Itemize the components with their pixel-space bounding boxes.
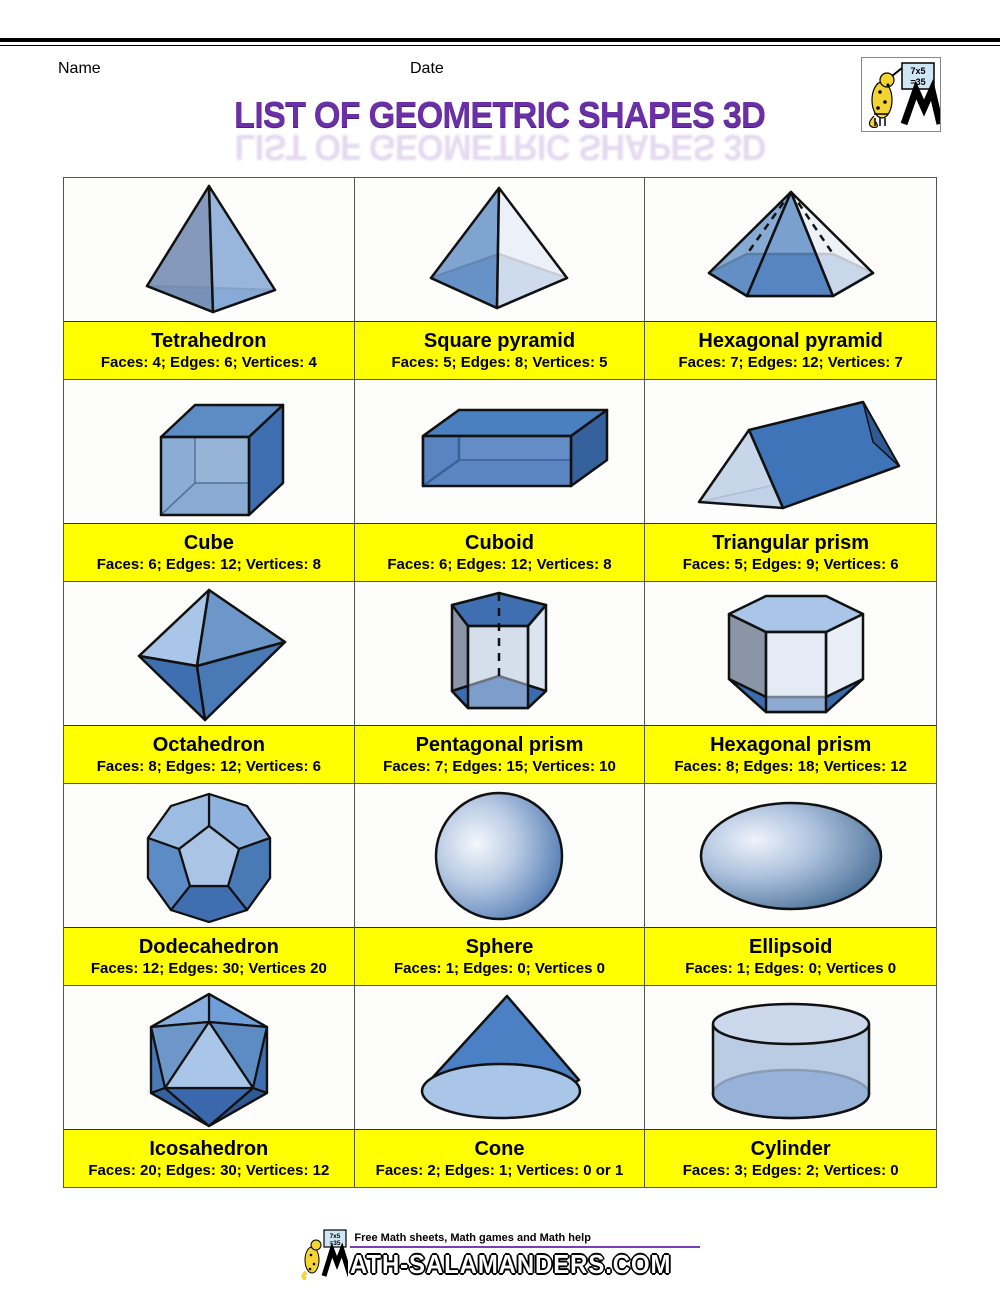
cell-cuboid <box>355 380 646 582</box>
footer-divider <box>350 1246 699 1248</box>
label-band <box>645 523 936 581</box>
cuboid-graphic <box>355 380 645 523</box>
label-band <box>64 927 354 985</box>
shape-facts: Faces: 2; Edges: 1; Vertices: 0 or 1 <box>375 1161 624 1179</box>
shape-facts: Faces: 8; Edges: 18; Vertices: 12 <box>674 757 907 775</box>
shape-name: Cone <box>474 1137 525 1160</box>
cell-icosahedron <box>64 986 355 1187</box>
icosahedron-graphic <box>64 986 354 1129</box>
cell-octahedron <box>64 582 355 784</box>
dodecahedron-graphic <box>64 784 354 927</box>
footer-site-text: ATH-SALAMANDERS.COM <box>350 1249 672 1279</box>
cell-square-pyramid <box>355 178 646 380</box>
label-band <box>645 725 936 783</box>
top-border-thin <box>0 45 1000 46</box>
shape-name: Dodecahedron <box>138 935 279 958</box>
page-title-reflection: LIST OF GEOMETRIC SHAPES 3D <box>234 127 766 168</box>
cylinder-graphic <box>645 986 936 1129</box>
label-band <box>64 1129 354 1187</box>
pentagonal-prism-graphic <box>355 582 645 725</box>
shape-name: Cuboid <box>465 531 534 554</box>
logo-board-line1: 7x5 <box>910 66 926 76</box>
footer-tagline: Free Math sheets, Math games and Math help <box>354 1232 591 1244</box>
date-field-label: Date <box>410 60 444 77</box>
cell-cube <box>64 380 355 582</box>
shape-name: Tetrahedron <box>151 329 267 352</box>
cell-sphere <box>355 784 646 986</box>
shapes-table <box>63 177 937 1188</box>
label-band <box>355 321 645 379</box>
cell-tetrahedron <box>64 178 355 380</box>
label-band <box>64 321 354 379</box>
svg-text:=35: =35 <box>329 1240 341 1247</box>
title-block <box>0 94 1000 168</box>
label-band <box>645 321 936 379</box>
svg-text:7x5: 7x5 <box>329 1233 341 1240</box>
shape-facts: Faces: 5; Edges: 8; Vertices: 5 <box>391 353 608 371</box>
shape-facts: Faces: 6; Edges: 12; Vertices: 8 <box>387 555 612 573</box>
label-band <box>645 927 936 985</box>
shape-name: Ellipsoid <box>748 935 833 958</box>
cell-hexagonal-pyramid <box>645 178 936 380</box>
footer-salamander-icon <box>300 1228 348 1280</box>
shape-facts: Faces: 7; Edges: 15; Vertices: 10 <box>383 757 616 775</box>
shape-facts: Faces: 6; Edges: 12; Vertices: 8 <box>96 555 321 573</box>
cell-cone <box>355 986 646 1187</box>
tetrahedron-graphic <box>64 178 354 321</box>
shape-facts: Faces: 8; Edges: 12; Vertices: 6 <box>96 757 321 775</box>
hexagonal-pyramid-graphic <box>645 178 936 321</box>
shape-facts: Faces: 12; Edges: 30; Vertices 20 <box>90 959 327 977</box>
cone-graphic <box>355 986 645 1129</box>
shape-facts: Faces: 5; Edges: 9; Vertices: 6 <box>682 555 899 573</box>
label-band <box>355 927 645 985</box>
square-pyramid-graphic <box>355 178 645 321</box>
cell-cylinder <box>645 986 936 1187</box>
label-band <box>64 725 354 783</box>
octahedron-graphic <box>64 582 354 725</box>
shape-name: Sphere <box>465 935 534 958</box>
shape-facts: Faces: 20; Edges: 30; Vertices: 12 <box>88 1161 330 1179</box>
shape-name: Cube <box>183 531 234 554</box>
name-field-label: Name <box>58 60 101 77</box>
shape-name: Square pyramid <box>423 329 576 352</box>
cell-ellipsoid <box>645 784 936 986</box>
footer <box>0 1228 1000 1280</box>
cell-triangular-prism <box>645 380 936 582</box>
shape-facts: Faces: 7; Edges: 12; Vertices: 7 <box>678 353 903 371</box>
shape-name: Cylinder <box>750 1137 831 1160</box>
cell-dodecahedron <box>64 784 355 986</box>
shape-name: Hexagonal prism <box>710 733 872 756</box>
hexagonal-prism-graphic <box>645 582 936 725</box>
label-band <box>355 725 645 783</box>
shape-name: Triangular prism <box>712 531 870 554</box>
page-title: LIST OF GEOMETRIC SHAPES 3D <box>234 94 766 135</box>
cell-pentagonal-prism <box>355 582 646 784</box>
logo-board-line2: =35 <box>910 77 926 87</box>
shape-facts: Faces: 1; Edges: 0; Vertices 0 <box>685 959 897 977</box>
ellipsoid-graphic <box>645 784 936 927</box>
cube-graphic <box>64 380 354 523</box>
shape-name: Octahedron <box>152 733 265 756</box>
shape-name: Pentagonal prism <box>415 733 584 756</box>
shape-facts: Faces: 3; Edges: 2; Vertices: 0 <box>682 1161 899 1179</box>
label-band <box>355 523 645 581</box>
label-band <box>355 1129 645 1187</box>
shape-name: Hexagonal pyramid <box>698 329 883 352</box>
top-border-thick <box>0 38 1000 42</box>
label-band <box>64 523 354 581</box>
label-band <box>645 1129 936 1187</box>
cell-hexagonal-prism <box>645 582 936 784</box>
shape-facts: Faces: 1; Edges: 0; Vertices 0 <box>394 959 605 977</box>
triangular-prism-graphic <box>645 380 936 523</box>
shape-name: Icosahedron <box>149 1137 269 1160</box>
shape-facts: Faces: 4; Edges: 6; Vertices: 4 <box>100 353 317 371</box>
sphere-graphic <box>355 784 645 927</box>
